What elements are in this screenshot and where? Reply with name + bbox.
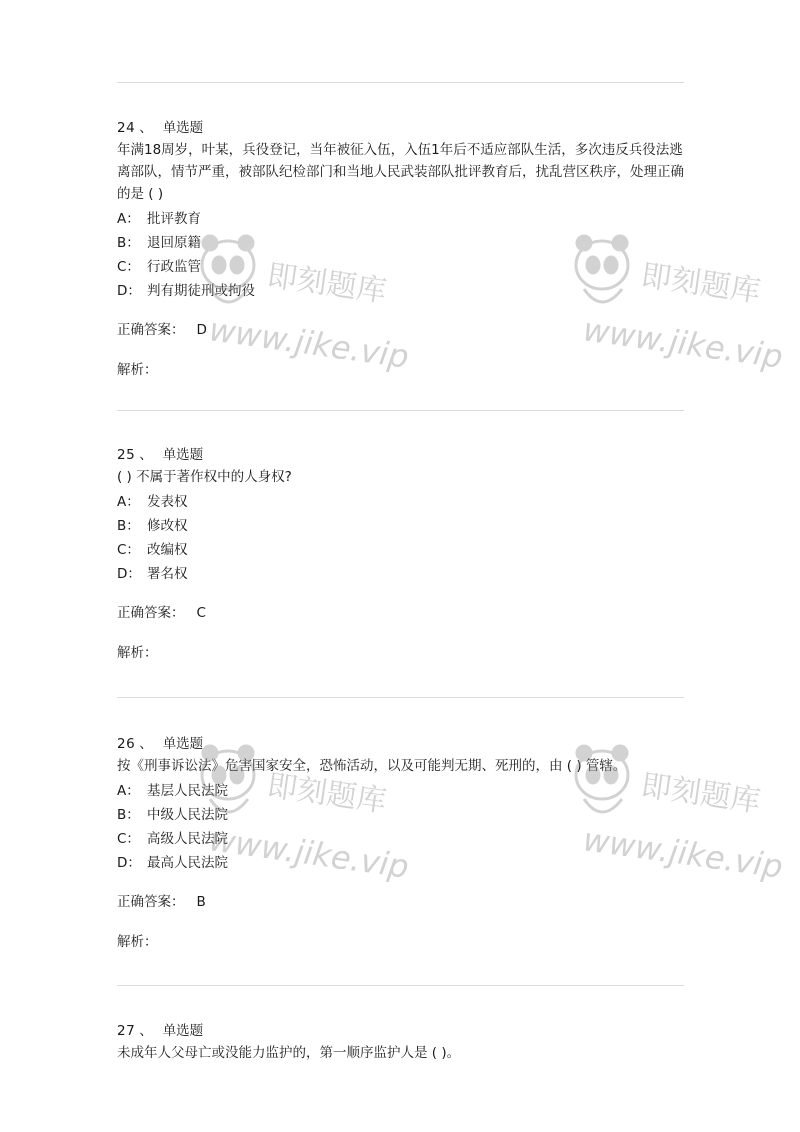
question-separator: 、 xyxy=(139,447,153,463)
analysis xyxy=(117,931,684,953)
question-header xyxy=(117,733,684,755)
option-list xyxy=(117,490,684,586)
question-number: 24 xyxy=(117,120,136,136)
option-text: 修改权 xyxy=(147,518,188,534)
watermark-brand: 即刻题库 xyxy=(638,768,763,820)
option-d xyxy=(117,279,684,303)
question-text: 年满18周岁，叶某，兵役登记，当年被征入伍，入伍1年后不适应部队生活，多次违反兵役法逃离部队，情节严重，被部队纪检部门和当地人民武装部队批评教育后，扰乱营区秩序，处理正确的是 ( ) xyxy=(117,142,684,202)
option-list xyxy=(117,207,684,303)
analysis-label: 解析： xyxy=(117,362,158,378)
option-c xyxy=(117,538,684,562)
question-26 xyxy=(117,733,684,953)
watermark-brand: 即刻题库 xyxy=(264,768,389,820)
option-a xyxy=(117,490,684,514)
option-text: 最高人民法院 xyxy=(147,855,228,871)
option-d xyxy=(117,562,684,586)
option-b xyxy=(117,231,684,255)
option-key: B： xyxy=(117,518,140,534)
option-a xyxy=(117,779,684,803)
option-key: A： xyxy=(117,494,140,510)
option-text: 高级人民法院 xyxy=(147,831,228,847)
answer-label: 正确答案： xyxy=(117,894,185,910)
correct-answer xyxy=(117,891,684,913)
question-text: 未成年人父母亡或没能力监护的，第一顺序监护人是 ( )。 xyxy=(117,1045,461,1061)
question-type: 单选题 xyxy=(162,736,204,752)
question-separator: 、 xyxy=(139,120,153,136)
question-27 xyxy=(117,1020,684,1064)
analysis xyxy=(117,359,684,381)
question-type: 单选题 xyxy=(162,120,204,136)
option-key: C： xyxy=(117,259,140,275)
option-text: 判有期徒刑或拘役 xyxy=(147,283,255,299)
option-text: 批评教育 xyxy=(147,211,201,227)
watermark-url: www.jike.vip xyxy=(580,820,786,886)
correct-answer xyxy=(117,602,684,624)
option-key: A： xyxy=(117,211,140,227)
answer-label: 正确答案： xyxy=(117,605,185,621)
divider xyxy=(117,697,684,698)
question-header xyxy=(117,444,684,466)
option-key: D： xyxy=(117,283,141,299)
option-c xyxy=(117,827,684,851)
option-text: 发表权 xyxy=(147,494,188,510)
question-separator: 、 xyxy=(139,736,153,752)
question-separator: 、 xyxy=(139,1023,153,1039)
answer-value: D xyxy=(196,322,207,338)
question-type: 单选题 xyxy=(162,1023,204,1039)
option-key: D： xyxy=(117,566,141,582)
option-text: 退回原籍 xyxy=(147,235,201,251)
question-number: 27 xyxy=(117,1023,136,1039)
option-key: D： xyxy=(117,855,141,871)
option-d xyxy=(117,851,684,875)
correct-answer xyxy=(117,319,684,341)
option-c xyxy=(117,255,684,279)
watermark-url: www.jike.vip xyxy=(206,310,412,376)
option-list xyxy=(117,779,684,875)
option-text: 署名权 xyxy=(147,566,188,582)
answer-value: C xyxy=(196,605,206,621)
question-type: 单选题 xyxy=(162,447,204,463)
divider xyxy=(117,410,684,411)
question-number: 25 xyxy=(117,447,136,463)
option-key: C： xyxy=(117,831,140,847)
option-a xyxy=(117,207,684,231)
watermark-url: www.jike.vip xyxy=(580,310,786,376)
option-b xyxy=(117,514,684,538)
option-text: 行政监管 xyxy=(147,259,201,275)
option-key: A： xyxy=(117,783,140,799)
answer-label: 正确答案： xyxy=(117,322,185,338)
option-text: 改编权 xyxy=(147,542,188,558)
option-text: 中级人民法院 xyxy=(147,807,228,823)
question-25 xyxy=(117,444,684,664)
question-number: 26 xyxy=(117,736,136,752)
analysis xyxy=(117,642,684,664)
question-header xyxy=(117,1020,684,1042)
analysis-label: 解析： xyxy=(117,645,158,661)
option-text: 基层人民法院 xyxy=(147,783,228,799)
option-b xyxy=(117,803,684,827)
option-key: C： xyxy=(117,542,140,558)
divider xyxy=(117,985,684,986)
answer-value: B xyxy=(196,894,206,910)
watermark-url: www.jike.vip xyxy=(206,820,412,886)
watermark-brand: 即刻题库 xyxy=(264,258,389,310)
analysis-label: 解析： xyxy=(117,934,158,950)
question-text: ( ) 不属于著作权中的人身权? xyxy=(117,469,292,485)
watermark-brand: 即刻题库 xyxy=(638,258,763,310)
question-text: 按《刑事诉讼法》危害国家安全，恐怖活动，以及可能判无期、死刑的，由 ( ) 管辖。 xyxy=(117,758,627,774)
question-header xyxy=(117,117,684,139)
option-key: B： xyxy=(117,807,140,823)
divider xyxy=(117,82,684,83)
question-24 xyxy=(117,117,684,381)
option-key: B： xyxy=(117,235,140,251)
